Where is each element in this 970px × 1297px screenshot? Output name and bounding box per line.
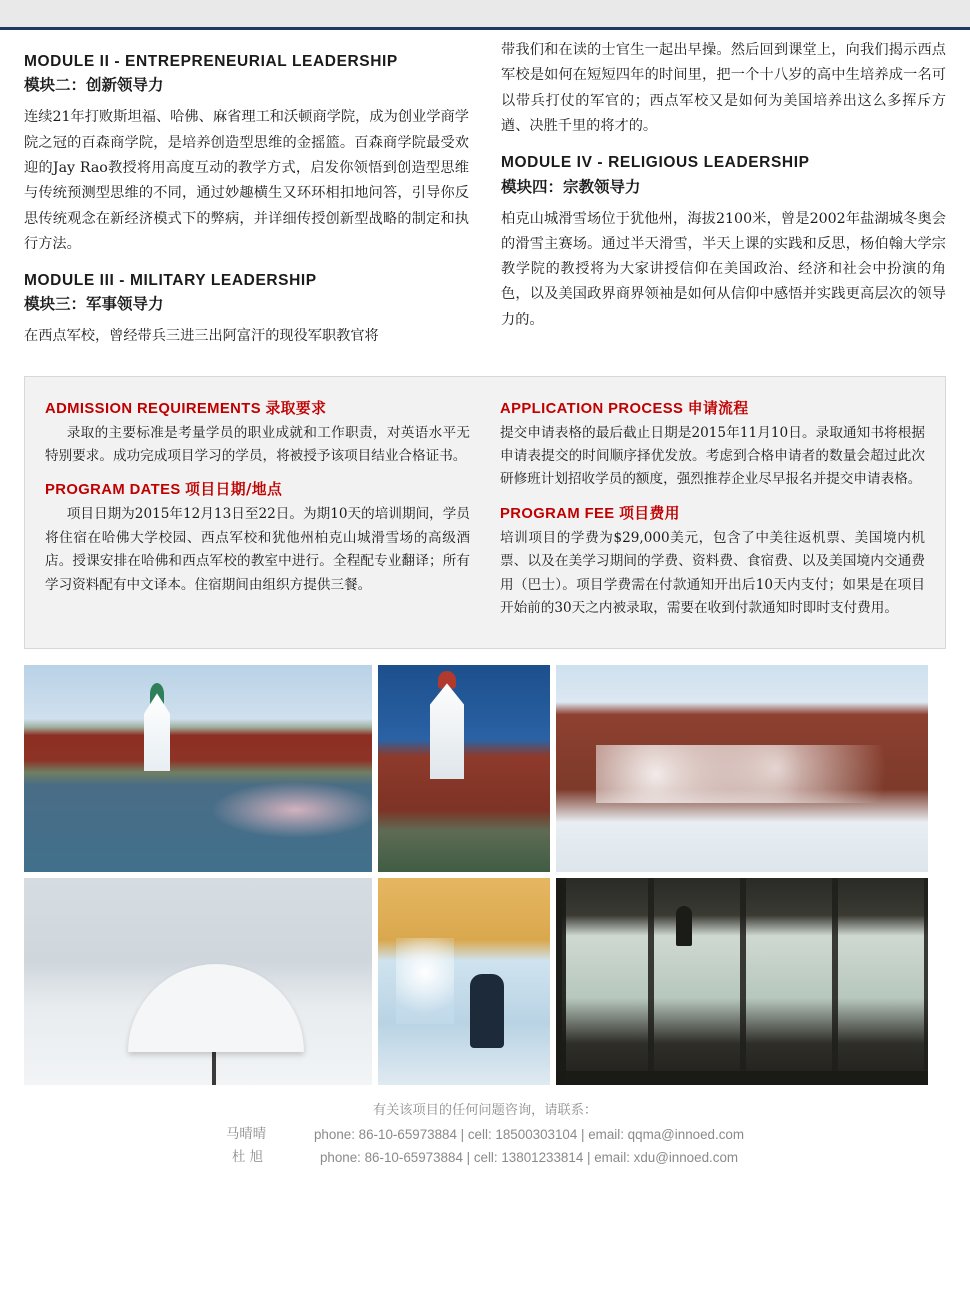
footer-contact-name: 杜 旭	[231, 1150, 263, 1166]
info-panel-columns	[45, 391, 925, 631]
module-4-paragraph: 柏克山城滑雪场位于犹他州，海拔2100米，曾是2002年盐湖城冬奥会的滑雪主赛场。通过半天滑雪，半天上课的实践和反思，杨伯翰大学宗教学院的教授将为大家讲授信仰在美国政治、经济和社会中扮演的角色，以及美国政界商界领袖是如何从信仰中感悟并实践更高层次的领导力的。	[501, 210, 946, 328]
admission-requirements-body: 录取的主要标准是考量学员的职业成就和工作职责，对英语水平无特别要求。成功完成项目学习的学员，将被授予该项目结业合格证书。	[45, 424, 470, 465]
admission-requirements-title-cn: 录取要求	[265, 399, 327, 417]
module-3-paragraph-continued: 带我们和在读的士官生一起出早操。然后回到课堂上，向我们揭示西点军校是如何在短短四年的时间里，把一个十八岁的高中生培养成一名可以带兵打仗的军官的；西点军校又是如何为美国培养出这么多挥斥方遒、决胜千里的将才的。	[501, 42, 946, 134]
program-fee-title	[500, 502, 925, 523]
footer	[0, 1099, 970, 1180]
photo-person-walking-past-icy-sculpture	[378, 878, 550, 1085]
module-3-paragraph: 在西点军校，曾经带兵三进三出阿富汗的现役军职教官将	[24, 328, 379, 345]
top-rule	[0, 27, 970, 30]
footer-contact-details: phone: 86-10-65973884 | cell: 18500303104 | email: qqma@innoed.com	[313, 1127, 744, 1143]
two-column-body	[0, 38, 970, 358]
program-dates-title-en: PROGRAM DATES	[45, 482, 186, 499]
program-dates-title-cn: 项目日期/地点	[185, 481, 283, 499]
photo-person-with-umbrella-in-snow	[24, 878, 372, 1085]
photo-memorial-hall-tower	[378, 665, 550, 872]
info-panel-right	[500, 391, 925, 631]
top-banner	[0, 0, 970, 30]
footer-title: 有关该项目的任何问题咨询，请联系：	[372, 1103, 598, 1119]
module-4-title-cn: 模块四：宗教领导力	[501, 177, 641, 196]
module-3-title-en: MODULE III - MILITARY LEADERSHIP	[24, 272, 317, 290]
program-fee-title-cn: 项目费用	[619, 504, 680, 522]
application-process-title-cn: 申请流程	[687, 399, 749, 417]
info-panel	[24, 376, 946, 650]
footer-contact-row	[0, 1124, 970, 1147]
admission-requirements-title-en: ADMISSION REQUIREMENTS	[45, 400, 266, 417]
application-process-title-en: APPLICATION PROCESS	[500, 400, 688, 417]
admission-requirements-title	[45, 397, 470, 418]
left-column	[24, 38, 469, 358]
module-2-title-en: MODULE II - ENTREPRENEURIAL LEADERSHIP	[24, 53, 398, 70]
module-3-title-cn: 模块三：军事领导力	[24, 295, 164, 314]
photo-harvard-houses-charles-river-spring	[24, 665, 372, 872]
application-process-title	[500, 397, 925, 418]
module-2-paragraph: 连续21年打败斯坦福、哈佛、麻省理工和沃顿商学院，成为创业学商学院之冠的百森商学院，是培养创造型思维的金摇篮。百森商学院最受欢迎的Jay Rao教授将用高度互动的教学方式，启发你领悟到创造型思维与传统预测型思维的不同，通过妙趣横生又环环相扣地问答，引导你反思传统观念在新经济模式下的弊病，并详细传授创新型战略的制定和执行方法。	[24, 109, 469, 252]
photo-snowy-brick-campus-buildings	[556, 665, 928, 872]
photo-gallery	[24, 665, 946, 1085]
footer-contact-name: 马晴晴	[225, 1127, 267, 1143]
program-dates-title	[45, 478, 470, 499]
program-dates-body: 项目日期为2015年12月13日至22日。为期10天的培训期间，学员将住宿在哈佛大学校园、西点军校和犹他州柏克山城滑雪场的高级酒店。授课安排在哈佛和西点军校的教室中进行。全程配专业翻译；所有学习资料配有中文译本。住宿期间由组织方提供三餐。	[45, 506, 470, 593]
module-4-title-en: MODULE IV - RELIGIOUS LEADERSHIP	[501, 154, 810, 172]
module-2-title-cn: 模块二：创新领导力	[24, 76, 164, 95]
page-content	[0, 38, 970, 1180]
info-panel-left	[45, 391, 470, 631]
footer-contact-row	[0, 1147, 970, 1170]
photo-window-grille-silhouette	[556, 878, 928, 1085]
program-fee-body: 培训项目的学费为$29,000美元，包含了中美往返机票、美国境内机票、以及在美学习期间的学费、资料费、食宿费、以及美国境内交通费用（巴士）。项目学费需在付款通知开出后10天内支付；如果是在项目开始前的30天之内被录取，需要在收到付款通知时即时支付费用。	[500, 529, 925, 616]
program-fee-title-en: PROGRAM FEE	[500, 505, 620, 522]
right-column	[501, 38, 946, 358]
application-process-body: 提交申请表格的最后截止日期是2015年11月10日。录取通知书将根据申请表提交的时间顺序择优发放。考虑到合格申请者的数量会超过此次研修班计划招收学员的额度，强烈推荐企业尽早报名并提交申请表格。	[500, 424, 925, 488]
footer-contact-details: phone: 86-10-65973884 | cell: 13801233814 | email: xdu@innoed.com	[319, 1150, 739, 1166]
